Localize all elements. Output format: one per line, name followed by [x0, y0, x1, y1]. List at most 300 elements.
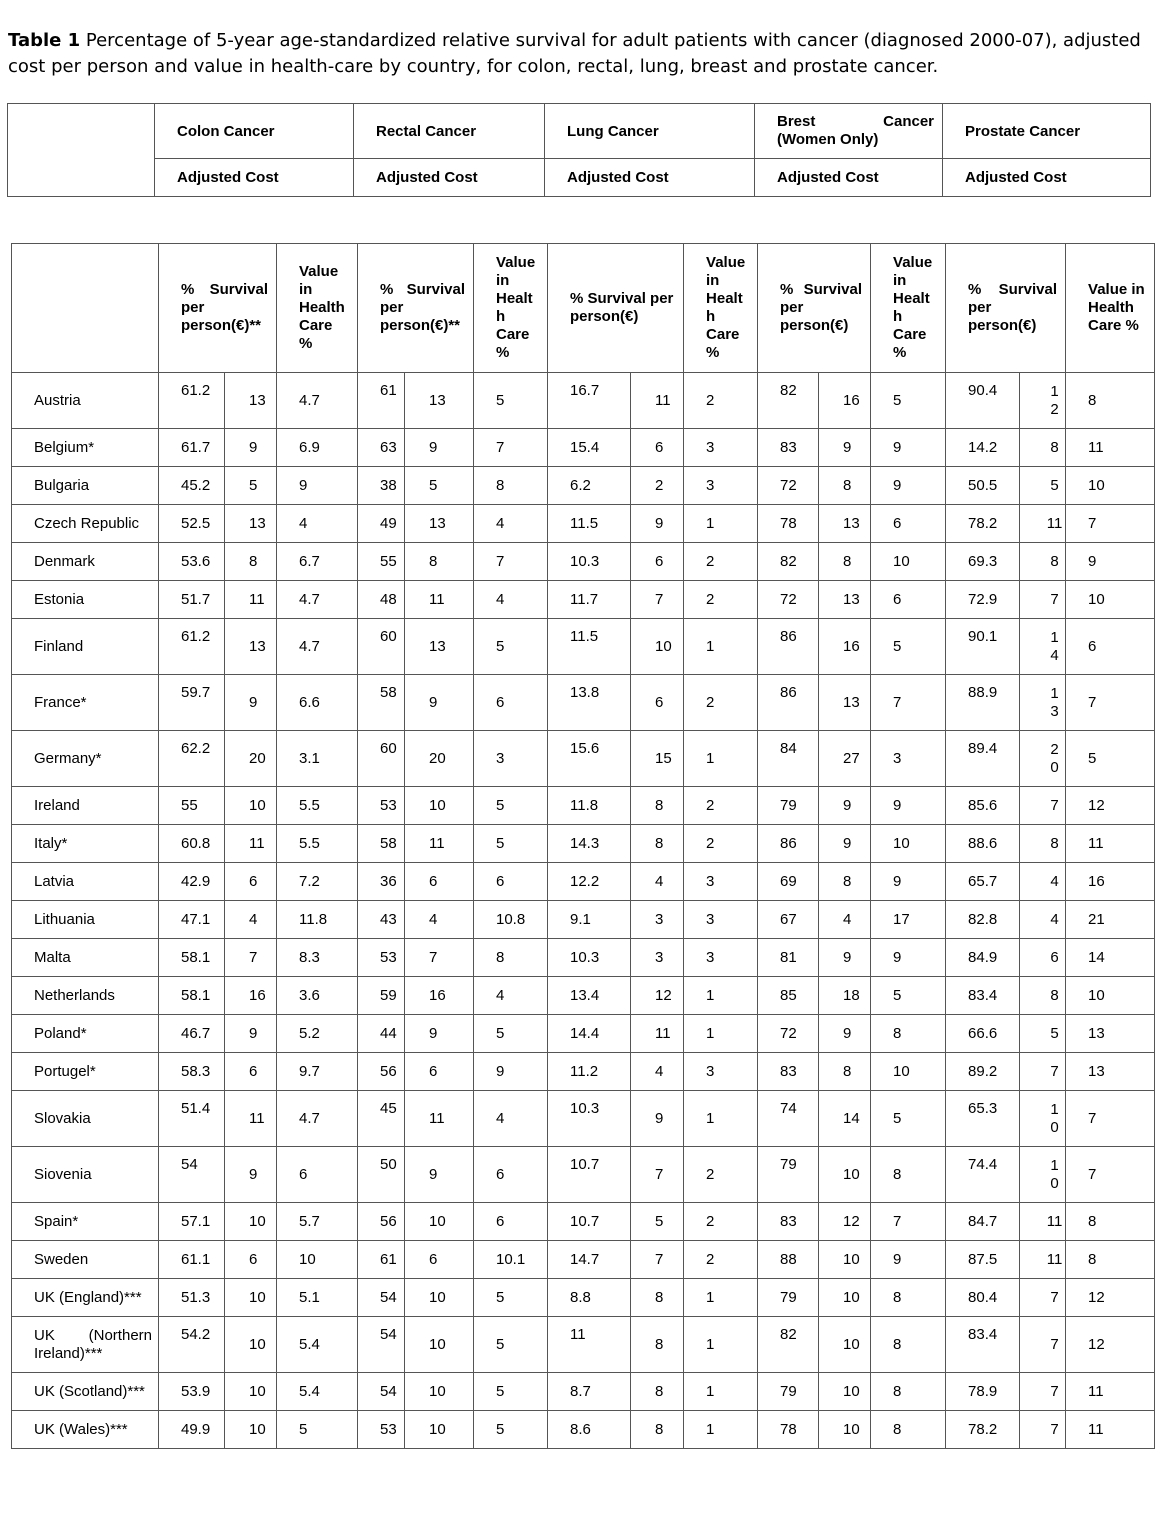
data-cell: 6	[1020, 939, 1066, 977]
data-cell: 2	[631, 467, 684, 505]
data-cell: 1	[684, 1373, 758, 1411]
country-cell: Lithuania	[12, 901, 159, 939]
data-cell: 69.3	[946, 543, 1020, 581]
table-row	[12, 1411, 1155, 1449]
data-cell: 16	[819, 619, 871, 675]
data-cell: 5.4	[277, 1317, 358, 1373]
data-cell: 10	[819, 1373, 871, 1411]
data-cell: 5	[474, 825, 548, 863]
data-cell: 79	[758, 1373, 819, 1411]
data-cell: 46.7	[159, 1015, 225, 1053]
data-cell: 7	[631, 581, 684, 619]
data-cell: 57.1	[159, 1203, 225, 1241]
data-cell: 7	[474, 543, 548, 581]
col-header-breast-survival: % Survival per person(€)	[758, 244, 871, 373]
data-cell: 66.6	[946, 1015, 1020, 1053]
data-cell: 53	[358, 787, 405, 825]
country-cell: Slovakia	[12, 1091, 159, 1147]
country-cell: Austria	[12, 373, 159, 429]
data-cell: 9	[631, 505, 684, 543]
data-cell: 82	[758, 373, 819, 429]
data-cell: 17	[871, 901, 946, 939]
data-cell: 10	[405, 1411, 474, 1449]
data-cell: 7.2	[277, 863, 358, 901]
data-cell: 84	[758, 731, 819, 787]
data-cell: 88	[758, 1241, 819, 1279]
data-cell: 38	[358, 467, 405, 505]
data-cell: 3	[684, 939, 758, 977]
data-cell: 13	[819, 505, 871, 543]
data-cell: 20	[225, 731, 277, 787]
data-cell: 9	[819, 939, 871, 977]
table-row	[12, 1203, 1155, 1241]
data-cell: 53	[358, 1411, 405, 1449]
data-cell: 8	[871, 1147, 946, 1203]
data-cell: 89.2	[946, 1053, 1020, 1091]
data-cell: 4	[1020, 863, 1066, 901]
data-cell: 13.8	[548, 675, 631, 731]
data-cell: 49	[358, 505, 405, 543]
data-cell: 9	[225, 1147, 277, 1203]
data-cell: 85.6	[946, 787, 1020, 825]
data-cell: 80.4	[946, 1279, 1020, 1317]
data-cell: 10	[277, 1241, 358, 1279]
data-cell: 5	[871, 619, 946, 675]
data-cell: 13	[405, 505, 474, 543]
data-cell: 13	[1066, 1053, 1155, 1091]
data-cell: 7	[631, 1241, 684, 1279]
data-cell: 10	[1066, 467, 1155, 505]
data-cell: 8	[1020, 825, 1066, 863]
data-cell: 9	[474, 1053, 548, 1091]
data-cell: 5	[277, 1411, 358, 1449]
data-cell: 5	[474, 1015, 548, 1053]
data-cell: 10	[405, 787, 474, 825]
header-prostate: Prostate Cancer	[943, 104, 1151, 159]
data-cell: 16	[1066, 863, 1155, 901]
data-cell: 7	[631, 1147, 684, 1203]
data-cell: 72	[758, 467, 819, 505]
data-cell: 72	[758, 581, 819, 619]
data-cell: 10	[225, 1317, 277, 1373]
data-cell: 13	[405, 373, 474, 429]
data-cell: 14.4	[548, 1015, 631, 1053]
data-cell: 83.4	[946, 977, 1020, 1015]
data-cell: 6	[631, 543, 684, 581]
data-cell: 3	[474, 731, 548, 787]
data-cell: 54	[358, 1373, 405, 1411]
data-cell: 14	[819, 1091, 871, 1147]
data-cell: 13	[225, 505, 277, 543]
data-cell: 5	[405, 467, 474, 505]
country-cell: Denmark	[12, 543, 159, 581]
table-row	[12, 1317, 1155, 1373]
col-header-country	[12, 244, 159, 373]
data-cell: 11	[405, 825, 474, 863]
data-cell: 10	[225, 1411, 277, 1449]
table-row	[12, 863, 1155, 901]
table-row	[12, 505, 1155, 543]
data-cell: 4.7	[277, 619, 358, 675]
data-cell: 7	[1020, 1053, 1066, 1091]
data-cell: 9	[819, 429, 871, 467]
data-cell: 8	[819, 1053, 871, 1091]
data-cell: 20	[405, 731, 474, 787]
data-cell: 14.7	[548, 1241, 631, 1279]
data-cell: 5.5	[277, 787, 358, 825]
data-cell: 60	[358, 619, 405, 675]
data-cell: 5	[474, 1373, 548, 1411]
data-cell: 86	[758, 619, 819, 675]
data-cell: 8	[1020, 543, 1066, 581]
data-cell: 85	[758, 977, 819, 1015]
table-caption	[8, 28, 1158, 80]
col-header-rectal-survival: % Survival per person(€)**	[358, 244, 474, 373]
data-cell: 61.1	[159, 1241, 225, 1279]
data-cell: 1	[684, 505, 758, 543]
data-cell: 83	[758, 429, 819, 467]
country-cell: Belgium*	[12, 429, 159, 467]
data-cell: 4	[631, 863, 684, 901]
data-cell: 5	[474, 619, 548, 675]
data-cell: 44	[358, 1015, 405, 1053]
data-cell: 51.3	[159, 1279, 225, 1317]
data-cell: 12	[1066, 1317, 1155, 1373]
data-cell: 2	[684, 1203, 758, 1241]
data-cell: 2	[684, 1147, 758, 1203]
header-rectal: Rectal Cancer	[354, 104, 545, 159]
data-cell: 7	[1020, 1373, 1066, 1411]
data-cell: 11	[225, 581, 277, 619]
data-cell: 6	[871, 581, 946, 619]
data-cell: 12	[819, 1203, 871, 1241]
data-cell: 5	[474, 787, 548, 825]
data-cell: 8.8	[548, 1279, 631, 1317]
data-cell: 9	[819, 787, 871, 825]
data-cell: 11	[1066, 825, 1155, 863]
data-cell: 5	[1066, 731, 1155, 787]
data-cell: 15.6	[548, 731, 631, 787]
data-cell: 4	[474, 581, 548, 619]
data-cell: 87.5	[946, 1241, 1020, 1279]
table-row	[12, 787, 1155, 825]
data-cell: 6.7	[277, 543, 358, 581]
data-cell: 9.1	[548, 901, 631, 939]
col-header-lung-survival: % Survival per person(€)	[548, 244, 684, 373]
data-cell: 54.2	[159, 1317, 225, 1373]
data-cell: 9	[405, 675, 474, 731]
data-cell: 1 0	[1020, 1091, 1066, 1147]
table-row	[12, 467, 1155, 505]
data-cell: 7	[871, 1203, 946, 1241]
data-cell: 5	[1020, 1015, 1066, 1053]
data-cell: 11	[405, 1091, 474, 1147]
data-cell: 6	[405, 863, 474, 901]
data-cell: 55	[358, 543, 405, 581]
data-cell: 11.8	[548, 787, 631, 825]
country-cell: Finland	[12, 619, 159, 675]
data-cell: 59.7	[159, 675, 225, 731]
data-cell: 6	[631, 675, 684, 731]
data-cell: 10	[225, 1373, 277, 1411]
data-cell: 36	[358, 863, 405, 901]
data-cell: 56	[358, 1203, 405, 1241]
data-cell: 54	[159, 1147, 225, 1203]
data-cell: 14	[1066, 939, 1155, 977]
data-cell: 72.9	[946, 581, 1020, 619]
data-cell: 6.9	[277, 429, 358, 467]
data-cell: 83	[758, 1203, 819, 1241]
data-cell: 1 4	[1020, 619, 1066, 675]
data-cell: 10	[225, 787, 277, 825]
data-cell: 5.2	[277, 1015, 358, 1053]
data-cell: 18	[819, 977, 871, 1015]
data-cell: 43	[358, 901, 405, 939]
data-cell: 7	[1020, 787, 1066, 825]
data-cell: 4	[225, 901, 277, 939]
data-cell: 9	[1066, 543, 1155, 581]
data-cell: 21	[1066, 901, 1155, 939]
data-cell: 60.8	[159, 825, 225, 863]
data-cell: 10.7	[548, 1147, 631, 1203]
data-cell: 9	[277, 467, 358, 505]
caption-text: Percentage of 5-year age-standardized relative survival for adult patients with cancer (diagnosed 2000-07), adjusted cost per person and value in health-care by country, for colon, rectal, lung, breast and prostate cancer.	[8, 30, 1141, 77]
data-cell: 12.2	[548, 863, 631, 901]
country-cell: Germany*	[12, 731, 159, 787]
data-cell: 53.9	[159, 1373, 225, 1411]
data-cell: 1	[684, 1279, 758, 1317]
data-cell: 27	[819, 731, 871, 787]
data-cell: 9	[871, 1241, 946, 1279]
data-cell: 10	[405, 1373, 474, 1411]
data-cell: 7	[405, 939, 474, 977]
data-cell: 12	[631, 977, 684, 1015]
data-cell: 84.7	[946, 1203, 1020, 1241]
data-cell: 45.2	[159, 467, 225, 505]
data-cell: 74.4	[946, 1147, 1020, 1203]
table-row	[12, 825, 1155, 863]
data-cell: 11	[225, 1091, 277, 1147]
table-row	[12, 543, 1155, 581]
data-cell: 7	[1066, 1147, 1155, 1203]
data-cell: 1	[684, 1411, 758, 1449]
data-cell: 11	[225, 825, 277, 863]
data-cell: 10	[819, 1147, 871, 1203]
data-cell: 3	[684, 467, 758, 505]
data-cell: 11	[548, 1317, 631, 1373]
data-cell: 69	[758, 863, 819, 901]
table-row	[12, 1015, 1155, 1053]
country-cell: Portugel*	[12, 1053, 159, 1091]
country-cell: Sweden	[12, 1241, 159, 1279]
data-cell: 5	[1020, 467, 1066, 505]
data-cell: 10	[1066, 581, 1155, 619]
data-cell: 8	[871, 1015, 946, 1053]
country-cell: Poland*	[12, 1015, 159, 1053]
data-cell: 13	[225, 373, 277, 429]
data-cell: 6.6	[277, 675, 358, 731]
data-cell: 79	[758, 1147, 819, 1203]
data-cell: 65.7	[946, 863, 1020, 901]
data-cell: 7	[871, 675, 946, 731]
data-cell: 11	[1066, 1373, 1155, 1411]
data-cell: 61.7	[159, 429, 225, 467]
data-cell: 78.2	[946, 1411, 1020, 1449]
data-cell: 10	[405, 1279, 474, 1317]
data-cell: 8	[631, 1279, 684, 1317]
country-cell: UK (Scotland)***	[12, 1373, 159, 1411]
data-cell: 4	[474, 1091, 548, 1147]
data-cell: 3	[631, 901, 684, 939]
data-cell: 10	[225, 1203, 277, 1241]
country-cell: UK (England)***	[12, 1279, 159, 1317]
data-cell: 5	[474, 373, 548, 429]
data-cell: 82	[758, 1317, 819, 1373]
data-cell: 8.7	[548, 1373, 631, 1411]
data-cell: 8	[631, 1317, 684, 1373]
data-cell: 58.3	[159, 1053, 225, 1091]
data-cell: 9	[871, 787, 946, 825]
data-cell: 4	[474, 977, 548, 1015]
data-cell: 6	[405, 1053, 474, 1091]
data-cell: 58.1	[159, 939, 225, 977]
data-cell: 9	[871, 863, 946, 901]
data-cell: 10	[819, 1279, 871, 1317]
data-cell: 4	[277, 505, 358, 543]
data-cell: 10.8	[474, 901, 548, 939]
data-cell: 54	[358, 1279, 405, 1317]
data-cell: 6	[474, 675, 548, 731]
data-cell: 9	[405, 429, 474, 467]
data-cell: 1 3	[1020, 675, 1066, 731]
data-cell: 8	[1066, 1241, 1155, 1279]
table-row	[12, 581, 1155, 619]
data-cell: 6.2	[548, 467, 631, 505]
data-cell: 2	[684, 581, 758, 619]
data-cell: 10	[871, 1053, 946, 1091]
data-cell: 9	[405, 1147, 474, 1203]
data-cell: 10	[819, 1241, 871, 1279]
data-cell: 6	[405, 1241, 474, 1279]
data-cell: 10	[871, 825, 946, 863]
data-cell: 2	[684, 787, 758, 825]
data-cell: 81	[758, 939, 819, 977]
data-cell: 13	[819, 581, 871, 619]
data-cell: 61.2	[159, 373, 225, 429]
data-cell: 4	[474, 505, 548, 543]
data-cell: 8	[819, 467, 871, 505]
data-cell: 90.4	[946, 373, 1020, 429]
data-cell: 3	[631, 939, 684, 977]
data-cell: 58.1	[159, 977, 225, 1015]
data-cell: 7	[1020, 1411, 1066, 1449]
data-cell: 1	[684, 731, 758, 787]
data-cell: 9	[871, 939, 946, 977]
country-cell: France*	[12, 675, 159, 731]
data-cell: 8	[819, 863, 871, 901]
data-cell: 5.7	[277, 1203, 358, 1241]
table-row	[12, 977, 1155, 1015]
data-cell: 15.4	[548, 429, 631, 467]
header-table	[7, 103, 1151, 197]
data-cell: 13	[819, 675, 871, 731]
data-cell: 6	[631, 429, 684, 467]
table-row	[12, 1091, 1155, 1147]
data-cell: 89.4	[946, 731, 1020, 787]
data-cell: 49.9	[159, 1411, 225, 1449]
data-cell: 12	[1066, 787, 1155, 825]
data-cell: 9	[871, 429, 946, 467]
data-cell: 13	[225, 619, 277, 675]
data-cell: 10	[405, 1203, 474, 1241]
data-cell: 90.1	[946, 619, 1020, 675]
data-cell: 1 2	[1020, 373, 1066, 429]
data-cell: 9	[819, 825, 871, 863]
data-cell: 10	[871, 543, 946, 581]
data-cell: 5.1	[277, 1279, 358, 1317]
country-cell: Estonia	[12, 581, 159, 619]
data-cell: 61	[358, 373, 405, 429]
data-cell: 5	[871, 1091, 946, 1147]
data-cell: 15	[631, 731, 684, 787]
data-cell: 42.9	[159, 863, 225, 901]
data-cell: 8	[631, 825, 684, 863]
data-cell: 74	[758, 1091, 819, 1147]
data-cell: 6	[1066, 619, 1155, 675]
data-cell: 50.5	[946, 467, 1020, 505]
data-cell: 11	[631, 1015, 684, 1053]
data-cell: 5	[871, 373, 946, 429]
caption-label: Table 1	[8, 30, 81, 51]
data-cell: 3.6	[277, 977, 358, 1015]
data-cell: 8	[1020, 977, 1066, 1015]
data-cell: 3	[684, 429, 758, 467]
data-cell: 12	[1066, 1279, 1155, 1317]
data-cell: 72	[758, 1015, 819, 1053]
data-cell: 86	[758, 675, 819, 731]
table-row	[12, 939, 1155, 977]
country-cell: Netherlands	[12, 977, 159, 1015]
country-cell: UK (Northern Ireland)***	[12, 1317, 159, 1373]
data-cell: 8	[819, 543, 871, 581]
table-row	[12, 675, 1155, 731]
data-cell: 11	[1066, 429, 1155, 467]
data-cell: 3	[684, 901, 758, 939]
table-row	[12, 373, 1155, 429]
table-row	[12, 1147, 1155, 1203]
data-cell: 2 0	[1020, 731, 1066, 787]
data-cell: 10	[1066, 977, 1155, 1015]
data-cell: 53.6	[159, 543, 225, 581]
data-cell: 16	[405, 977, 474, 1015]
data-cell: 8	[1020, 429, 1066, 467]
data-cell: 45	[358, 1091, 405, 1147]
header-breast-word1: Brest	[777, 113, 816, 130]
table-row	[12, 1053, 1155, 1091]
country-cell: Spain*	[12, 1203, 159, 1241]
data-cell: 82	[758, 543, 819, 581]
adjusted-cost-breast: Adjusted Cost	[755, 159, 943, 197]
data-cell: 8	[225, 543, 277, 581]
data-cell: 6	[225, 863, 277, 901]
table-row	[12, 1279, 1155, 1317]
data-cell: 83	[758, 1053, 819, 1091]
data-cell: 3.1	[277, 731, 358, 787]
data-cell: 16	[819, 373, 871, 429]
data-cell: 13.4	[548, 977, 631, 1015]
data-cell: 88.6	[946, 825, 1020, 863]
data-cell: 6	[225, 1241, 277, 1279]
